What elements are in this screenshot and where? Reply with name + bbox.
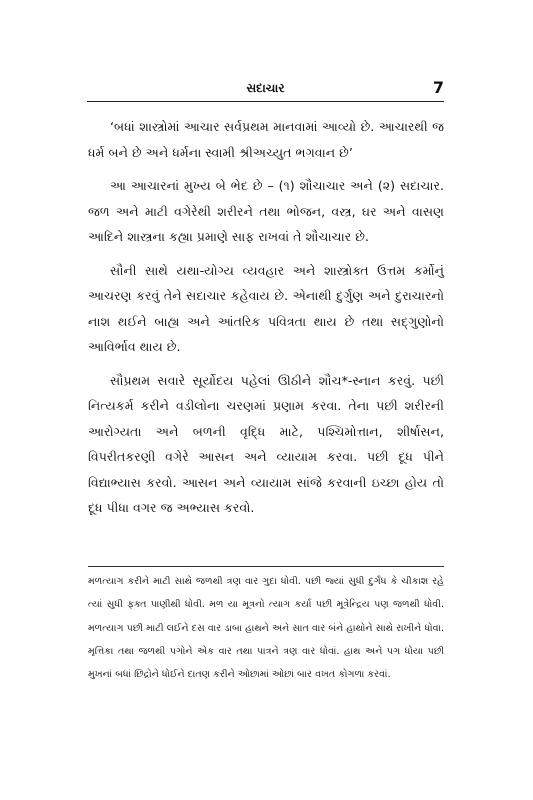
footnote-rule (88, 566, 444, 567)
footnote-text: મળત્યાગ કરીને માટી સાથે જળથી ત્રણ વાર ગુદા ધોવી. પછી જ્યાં સુધી દુર્ગંધ કે ચીકાશ રહે ત્યાં સુધી ફક્ત પાણીથી ધોવી. મળ યા મૂત્રનો ત્યાગ કર્યા પછી મૂત્રેન્દ્રિય પણ જળથી ધોવી. મળત્યાગ પછી માટી લઈને દસ વાર ડાબા હાથને અને સાત વાર બંને હાથોને સાથે રાખીને ધોવા. મૃત્તિકા તથા જળથી પગોને એક વાર તથા પાત્રને ત્રણ વાર ધોવાં. હાથ અને પગ ધોયા પછી મુખનાં બધાં છિદ્રોને ધોઈને દાતણ કરીને ઓછામાં ઓછાં બાર વખત કોગળા કરવાં. (88, 576, 444, 681)
running-header (87, 78, 444, 100)
paragraph: સૌની સાથે યથા-યોગ્ય વ્યવહાર અને શાસ્ત્રોક્ત ઉત્તમ કર્મોનું આચરણ કરવું તેને સદાચાર કહેવાય છે. એનાથી દુર્ગુણ અને દુરાચારનો નાશ થઈને બાહ્ય અને આંતરિક પવિત્રતા થાય છે તથા સદ્‌ગુણોનો આવિર્ભાવ થાય છે. (88, 262, 444, 354)
paragraph: સૌપ્રથમ સવારે સૂર્યોદય પહેલાં ઊઠીને શૌચ*-સ્નાન કરવું. પછી નિત્યકર્મ કરીને વડીલોના ચરણમાં પ્રણામ કરવા. તેના પછી શરીરની આરોગ્યતા અને બળની વૃદ્ધિ માટે, પશ્ચિમોત્તાન, શીર્ષાસન, વિપરીતકરણી વગેરે આસન અને વ્યાયામ કરવા. પછી દૂધ પીને વિદ્યાભ્યાસ કરવો. આસન અને વ્યાયામ સાંજે કરવાની ઇચ્છા હોય તો દૂધ પીધા વગર જ અભ્યાસ કરવો. (88, 372, 444, 515)
footnote (88, 570, 444, 686)
body-text (88, 114, 444, 529)
paragraph: આ આચારનાં મુખ્ય બે ભેદ છે – (૧) શૌચાચાર અને (૨) સદાચાર. જળ અને માટી વગેરેથી શરીરને તથા ભોજન, વસ્ત્ર, ઘર અને વાસણ આદિને શાસ્ત્રના કહ્યા પ્રમાણે સાફ રાખવાં તે શૌચાચાર છે. (88, 178, 444, 244)
chapter-title: સદાચાર (246, 81, 285, 95)
page-number: 7 (432, 78, 444, 97)
header-rule (87, 101, 444, 102)
paragraph: ‘બધાં શાસ્ત્રોમાં આચાર સર્વપ્રથમ માનવામાં આવ્યો છે. આચારથી જ ધર્મ બને છે અને ધર્મના સ્વામી શ્રીઅચ્યુત ભગવાન છે’ (88, 119, 444, 160)
